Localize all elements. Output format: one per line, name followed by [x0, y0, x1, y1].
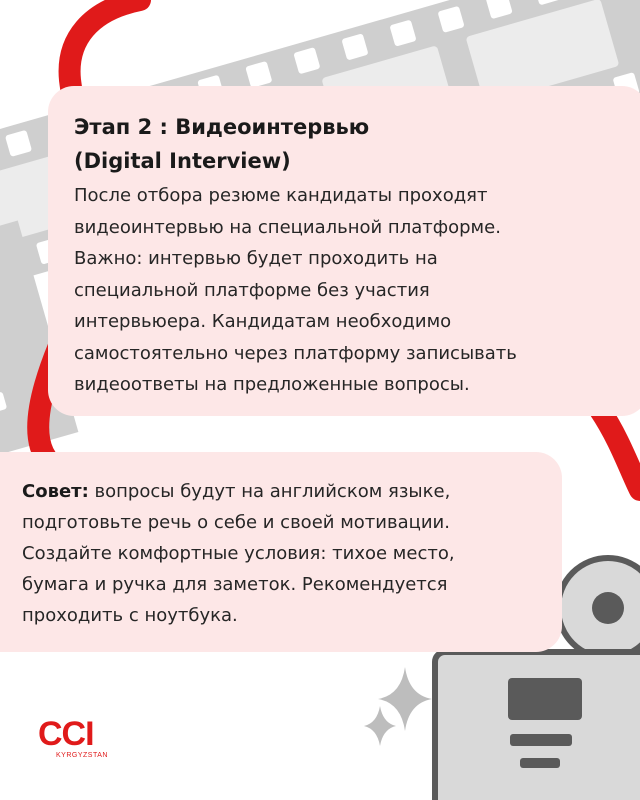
stage-title-line1: Этап 2 : Видеоинтервью [74, 115, 370, 139]
cci-logo [38, 716, 118, 766]
tip-text-line: бумага и ручка для заметок. Рекомендуется [22, 574, 448, 595]
tip-text-line: проходить с ноутбука. [22, 605, 238, 626]
logo-subtitle: KYRGYZSTAN [56, 752, 108, 759]
tip-text-line: вопросы будут на английском языке, [88, 481, 451, 502]
stage-text-line: самостоятельно через платформу записывать [74, 342, 517, 364]
stage-text-line: видеоответы на предложенные вопросы. [74, 374, 470, 395]
logo-mark: CCI [38, 715, 94, 753]
tip-card [0, 452, 562, 652]
tip-text-line: Создайте комфортные условия: тихое место, [22, 543, 455, 564]
tip-text-line: подготовьте речь о себе и своей мотивации. [22, 512, 450, 533]
stage-card [48, 86, 640, 416]
stage-text-line: интервьюера. Кандидатам необходимо [74, 311, 452, 332]
stage-text-line: Важно: интервью будет проходить на [74, 248, 438, 269]
tip-label: Совет: [22, 481, 89, 502]
sparkle-icon [364, 667, 432, 746]
tip-text [22, 476, 550, 631]
stage-text-line: видеоинтервью на специальной платформе. [74, 216, 501, 238]
stage-description [74, 180, 628, 401]
stage-text-line: специальной платформе без участия [74, 279, 430, 301]
stage-text-line: После отбора резюме кандидаты проходят [74, 185, 488, 206]
stage-title-line2: (Digital Interview) [74, 149, 291, 173]
stage-title [74, 110, 628, 178]
